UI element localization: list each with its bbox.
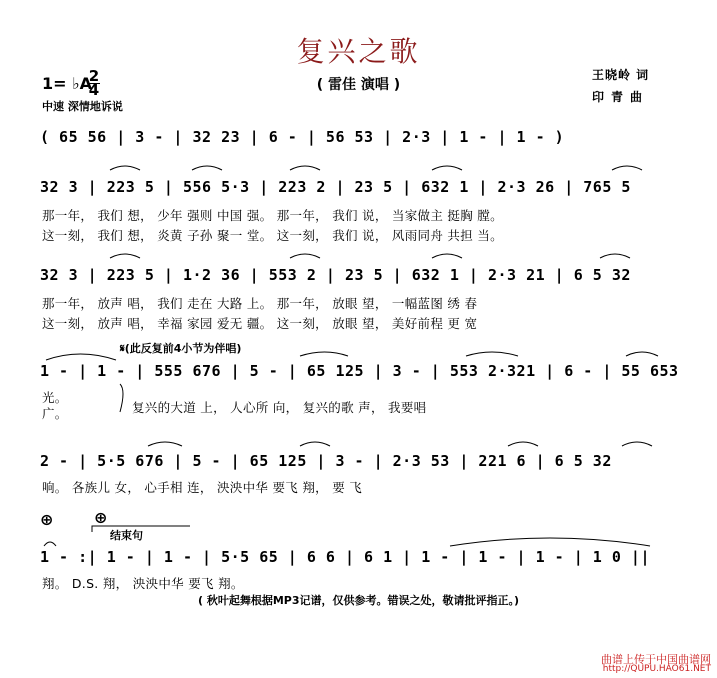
slur [508,442,538,446]
repeat-note: 𝄋(此反复前4小节为伴唱) [120,342,242,355]
slur [300,352,348,356]
lyric-brace [120,384,123,412]
watermark-url: http://QUPU.HAO61.NET [602,664,711,674]
slur [450,538,650,546]
meter-top: 2 [88,67,100,85]
slur [432,166,462,170]
lyric-row-4a: 光。 [42,390,68,405]
lyric-row-6: 翔。 D.S. 翔， 泱泱中华 要飞 翔。 [42,576,244,591]
staff-row-6: 1 - :| 1 - | 1 - | 5·5 65 | 6 6 | 6 1 | 1 - | 1 - | 1 - | 1 0 || [40,548,650,566]
slur [192,166,222,170]
slur [612,166,642,170]
key-signature: 1= ♭A [42,74,93,93]
lyric-row-3b: 这一刻， 放声 唱， 幸福 家园 爱无 疆。 这一刻， 放眼 望， 美好前程 更 宽 [42,316,478,331]
slur [626,352,658,356]
coda-sign-left: ⊕ [40,510,54,529]
staff-row-4: 1 - | 1 - | 555 676 | 5 - | 65 125 | 3 - | 553 2·321 | 6 - | 55 653 [40,362,679,380]
staff-row-3: 32 3 | 223 5 | 1·2 36 | 553 2 | 23 5 | 632 1 | 2·3 21 | 6 5 32 [40,266,631,284]
staff-row-2: 32 3 | 223 5 | 556 5·3 | 223 2 | 23 5 | 632 1 | 2·3 26 | 765 5 [40,178,631,196]
lyric-row-2b: 这一刻， 我们 想， 炎黄 子孙 聚一 堂。 这一刻， 我们 说， 风雨同舟 共担 当。 [42,228,503,243]
slur [432,254,462,258]
lyric-row-4-main: 复兴的大道 上， 人心所 向， 复兴的歌 声， 我要唱 [132,400,427,415]
coda-sign-right: ⊕ [94,508,108,527]
slur [44,542,56,546]
meter-bottom: 4 [88,81,100,99]
slur [110,254,140,258]
slur [290,254,320,258]
slur [110,166,140,170]
lyricist-credit: 王晓岭 词 [592,68,650,82]
lyric-row-3a: 那一年， 放声 唱， 我们 走在 大路 上。 那一年， 放眼 望， 一幅蓝图 绣 春 [42,296,478,311]
footnote: ( 秋叶起舞根据MP3记谱，仅供参考。错误之处，敬请批评指正。) [197,594,520,607]
slur [600,254,630,258]
ending-bracket [92,526,190,532]
slur [622,442,652,446]
composer-credit: 印青曲 [592,90,650,104]
slur [290,166,320,170]
ending-label: 结束句 [110,529,143,542]
watermark-text: 曲谱上传于中国曲谱网 [601,653,711,666]
staff-row-5: 2 - | 5·5 676 | 5 - | 65 125 | 3 - | 2·3 53 | 221 6 | 6 5 32 [40,452,612,470]
song-title: 复兴之歌 [296,35,421,68]
singer-credit: ( 雷佳 演唱 ) [316,77,401,93]
lyric-row-5: 响。 各族儿 女， 心手相 连， 泱泱中华 要飞 翔， 要 飞 [42,480,363,495]
slur [466,352,518,356]
lyric-row-4b: 广。 [42,406,68,421]
lyric-row-2a: 那一年， 我们 想， 少年 强则 中国 强。 那一年， 我们 说， 当家做主 挺胸 膛。 [42,208,503,223]
tempo-marking: 中速 深情地诉说 [42,100,123,113]
slur [300,442,330,446]
staff-row-1: ( 65 56 | 3 - | 32 23 | 6 - | 56 53 | 2·3 | 1 - | 1 - ) [40,128,565,146]
slur [148,442,182,446]
slur [46,354,116,360]
